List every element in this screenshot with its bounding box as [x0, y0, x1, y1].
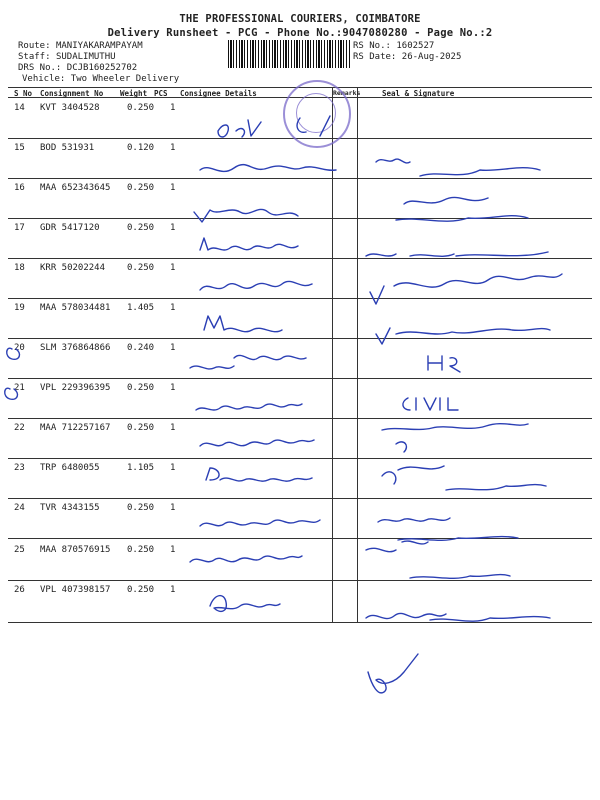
signature-row-25 — [190, 556, 302, 562]
cell-consignment: BOD 531931 — [40, 143, 95, 153]
staff-value: SUDALIMUTHU — [55, 52, 116, 62]
row-20-circle — [7, 348, 20, 359]
cell-consignment: GDR 5417120 — [40, 223, 100, 233]
cell-sno: 19 — [14, 303, 25, 313]
col-pcs: PCS — [154, 89, 168, 98]
runsheet-subtitle: Delivery Runsheet - PCG - Phone No.:9047080280 - Page No.:2 — [107, 27, 493, 39]
col-seal: Seal & Signature — [382, 89, 455, 98]
signature-row-19 — [204, 316, 282, 332]
cell-pcs: 1 — [170, 423, 176, 433]
cell-weight: 0.250 — [127, 585, 155, 595]
route-value: MANIYAKARAMPAYAM — [55, 41, 143, 51]
cell-pcs: 1 — [170, 103, 176, 113]
cell-consignment: KVT 3404528 — [40, 103, 100, 113]
cell-sno: 17 — [14, 223, 25, 233]
cell-consignment: MAA 712257167 — [40, 423, 111, 433]
rs-no-label: RS No.: — [353, 41, 391, 51]
seal-row-15 — [376, 159, 540, 176]
supervisor-signature — [368, 654, 418, 693]
rs-date-value: 26-Aug-2025 — [401, 52, 462, 62]
col-consignee: Consignee Details — [180, 89, 257, 98]
signature-row-17 — [200, 238, 298, 250]
cell-weight: 0.250 — [127, 183, 155, 193]
cell-pcs: 1 — [170, 223, 176, 233]
cell-consignment: TVR 4343155 — [40, 503, 100, 513]
cell-weight: 0.250 — [127, 383, 155, 393]
cell-weight: 0.250 — [127, 223, 155, 233]
cell-pcs: 1 — [170, 343, 176, 353]
cell-weight: 0.120 — [127, 143, 155, 153]
cell-consignment: KRR 50202244 — [40, 263, 106, 273]
rs-date-label: RS Date: — [353, 52, 397, 62]
cell-weight: 1.105 — [127, 463, 155, 473]
seal-row-24 — [378, 518, 518, 540]
seal-row-20 — [428, 356, 460, 372]
cell-sno: 23 — [14, 463, 25, 473]
cell-pcs: 1 — [170, 263, 176, 273]
signature-row-20 — [190, 355, 306, 369]
cell-consignment: MAA 870576915 — [40, 545, 111, 555]
cell-weight: 1.405 — [127, 303, 155, 313]
company-name: THE PROFESSIONAL COURIERS, COIMBATORE — [179, 13, 421, 25]
seal-row-19 — [376, 328, 550, 344]
seal-row-26 — [366, 613, 550, 621]
seal-row-18 — [370, 274, 562, 304]
cell-sno: 21 — [14, 383, 25, 393]
cell-weight: 0.250 — [127, 263, 155, 273]
cell-pcs: 1 — [170, 503, 176, 513]
cell-pcs: 1 — [170, 545, 176, 555]
cell-weight: 0.250 — [127, 423, 155, 433]
signature-row-14 — [218, 116, 330, 137]
cell-pcs: 1 — [170, 143, 176, 153]
cell-pcs: 1 — [170, 585, 176, 595]
signature-row-18 — [200, 281, 312, 290]
cell-pcs: 1 — [170, 463, 176, 473]
cell-pcs: 1 — [170, 303, 176, 313]
cell-sno: 18 — [14, 263, 25, 273]
cell-pcs: 1 — [170, 383, 176, 393]
route-label: Route: — [18, 41, 51, 51]
cell-sno: 15 — [14, 143, 25, 153]
seal-row-25 — [366, 541, 510, 578]
col-remarks: Remarks — [333, 89, 361, 97]
signature-row-16 — [194, 209, 298, 222]
cell-pcs: 1 — [170, 183, 176, 193]
cell-sno: 24 — [14, 503, 25, 513]
cell-consignment: SLM 376864866 — [40, 343, 111, 353]
rs-no-value: 1602527 — [396, 41, 435, 51]
cell-consignment: VPL 407398157 — [40, 585, 111, 595]
signature-row-22 — [200, 440, 314, 446]
staff-label: Staff: — [18, 52, 51, 62]
cell-weight: 0.250 — [127, 545, 155, 555]
cell-weight: 0.250 — [127, 503, 155, 513]
cell-weight: 0.250 — [127, 103, 155, 113]
col-consignment: Consignment No — [40, 89, 104, 98]
vehicle-value: Two Wheeler Delivery — [70, 74, 180, 84]
cell-sno: 26 — [14, 585, 25, 595]
cell-consignment: VPL 229396395 — [40, 383, 111, 393]
cell-sno: 22 — [14, 423, 25, 433]
drs-value: DCJB160252702 — [66, 63, 138, 73]
cell-consignment: MAA 652343645 — [40, 183, 111, 193]
seal-row-21 — [403, 398, 458, 410]
row-21-circle — [5, 388, 18, 399]
seal-row-22 — [382, 424, 528, 452]
cell-sno: 25 — [14, 545, 25, 555]
cell-sno: 16 — [14, 183, 25, 193]
signature-row-15 — [200, 165, 336, 172]
cell-sno: 14 — [14, 103, 25, 113]
signature-row-26 — [210, 596, 280, 612]
col-sno: S No — [14, 89, 33, 98]
seal-row-16 — [396, 197, 528, 221]
cell-consignment: TRP 6480055 — [40, 463, 100, 473]
seal-row-23 — [382, 466, 546, 490]
signature-row-21 — [196, 404, 302, 410]
signature-row-23 — [206, 468, 312, 481]
cell-weight: 0.240 — [127, 343, 155, 353]
seal-row-17 — [366, 252, 548, 256]
cell-consignment: MAA 578034481 — [40, 303, 111, 313]
vehicle-label: Vehicle: — [22, 74, 66, 84]
cell-sno: 20 — [14, 343, 25, 353]
signature-row-24 — [200, 520, 320, 526]
col-weight: Weight — [120, 89, 148, 98]
drs-label: DRS No.: — [18, 63, 62, 73]
